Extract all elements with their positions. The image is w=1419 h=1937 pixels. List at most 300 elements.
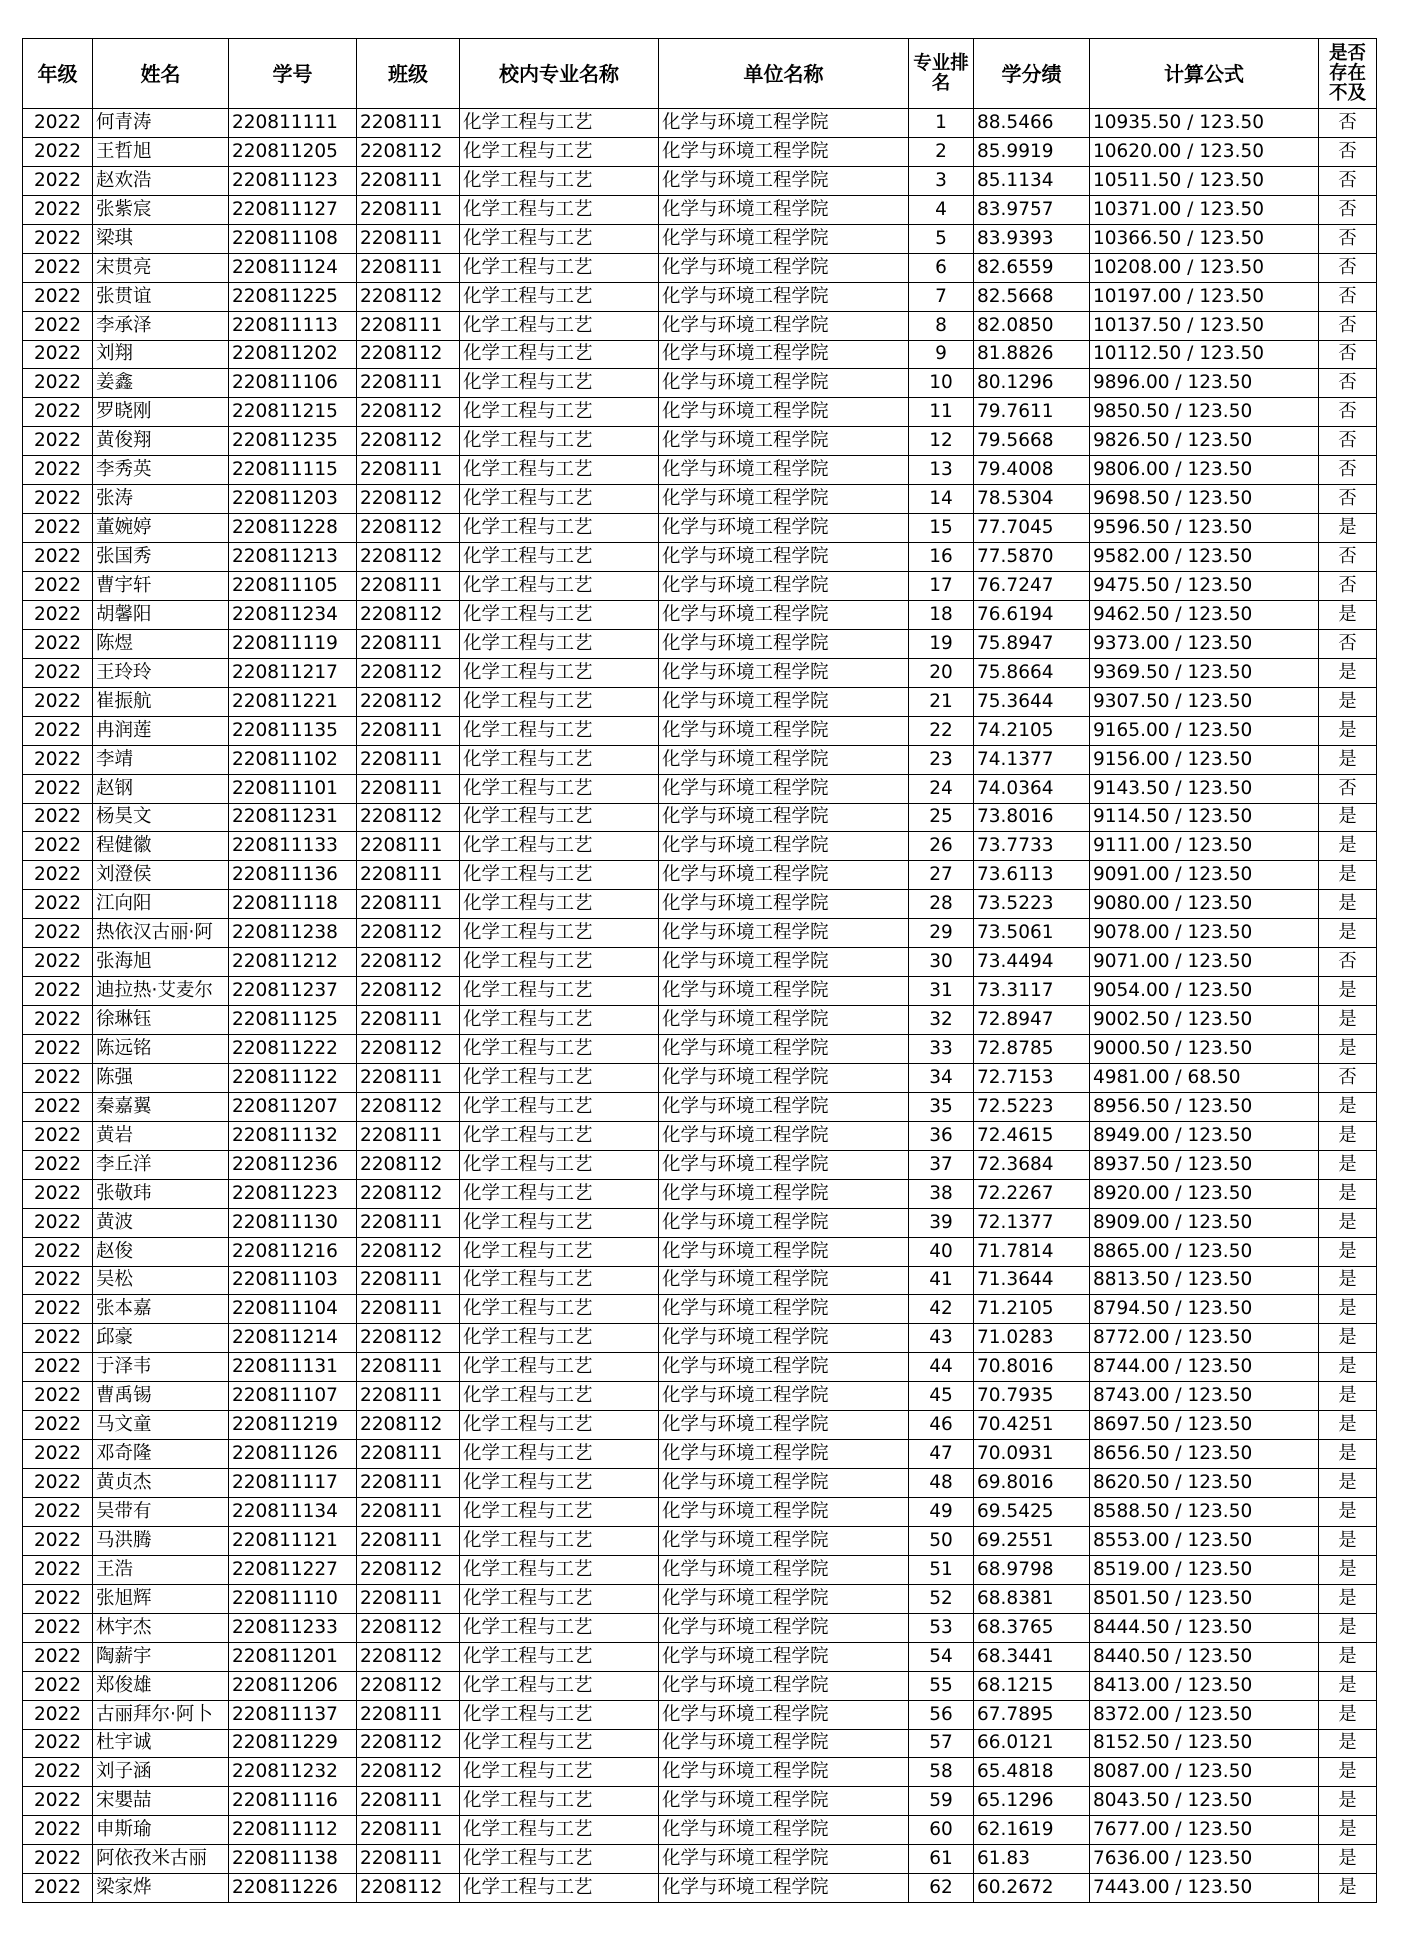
cell-class: 2208112 <box>357 687 460 716</box>
cell-name: 梁家烨 <box>93 1874 229 1903</box>
cell-class: 2208111 <box>357 1700 460 1729</box>
cell-failed-flag: 是 <box>1319 1729 1377 1758</box>
cell-rank: 54 <box>909 1642 974 1671</box>
cell-formula: 8588.50 / 123.50 <box>1090 1498 1319 1527</box>
cell-rank: 27 <box>909 861 974 890</box>
table-row <box>23 687 1377 716</box>
cell-formula: 9596.50 / 123.50 <box>1090 514 1319 543</box>
cell-student-id: 220811119 <box>229 629 357 658</box>
cell-student-id: 220811101 <box>229 774 357 803</box>
cell-student-id: 220811115 <box>229 456 357 485</box>
cell-student-id: 220811213 <box>229 543 357 572</box>
cell-failed-flag: 是 <box>1319 687 1377 716</box>
header-formula: 计算公式 <box>1090 39 1319 109</box>
cell-name: 董婉婷 <box>93 514 229 543</box>
cell-formula: 8956.50 / 123.50 <box>1090 1092 1319 1121</box>
cell-failed-flag: 是 <box>1319 1787 1377 1816</box>
cell-grade: 2022 <box>23 1729 93 1758</box>
cell-formula: 8865.00 / 123.50 <box>1090 1237 1319 1266</box>
cell-gpa: 74.2105 <box>974 716 1090 745</box>
cell-gpa: 76.6194 <box>974 600 1090 629</box>
cell-major: 化学工程与工艺 <box>460 1006 659 1035</box>
cell-gpa: 70.8016 <box>974 1353 1090 1382</box>
cell-failed-flag: 否 <box>1319 774 1377 803</box>
cell-class: 2208112 <box>357 1179 460 1208</box>
cell-rank: 8 <box>909 311 974 340</box>
cell-student-id: 220811116 <box>229 1787 357 1816</box>
cell-gpa: 81.8826 <box>974 340 1090 369</box>
cell-formula: 10371.00 / 123.50 <box>1090 195 1319 224</box>
cell-grade: 2022 <box>23 543 93 572</box>
cell-formula: 8152.50 / 123.50 <box>1090 1729 1319 1758</box>
cell-name: 罗晓刚 <box>93 398 229 427</box>
table-row <box>23 774 1377 803</box>
cell-department: 化学与环境工程学院 <box>659 1613 909 1642</box>
cell-grade: 2022 <box>23 716 93 745</box>
cell-student-id: 220811219 <box>229 1411 357 1440</box>
cell-department: 化学与环境工程学院 <box>659 1845 909 1874</box>
cell-formula: 8620.50 / 123.50 <box>1090 1469 1319 1498</box>
cell-gpa: 79.4008 <box>974 456 1090 485</box>
cell-major: 化学工程与工艺 <box>460 1613 659 1642</box>
cell-gpa: 76.7247 <box>974 572 1090 601</box>
table-row <box>23 340 1377 369</box>
cell-gpa: 69.5425 <box>974 1498 1090 1527</box>
cell-name: 林宇杰 <box>93 1613 229 1642</box>
cell-rank: 62 <box>909 1874 974 1903</box>
cell-failed-flag: 否 <box>1319 109 1377 138</box>
cell-student-id: 220811217 <box>229 658 357 687</box>
cell-major: 化学工程与工艺 <box>460 1642 659 1671</box>
cell-name: 李承泽 <box>93 311 229 340</box>
cell-grade: 2022 <box>23 1555 93 1584</box>
cell-rank: 12 <box>909 427 974 456</box>
table-row <box>23 919 1377 948</box>
cell-gpa: 75.8947 <box>974 629 1090 658</box>
cell-major: 化学工程与工艺 <box>460 1063 659 1092</box>
cell-class: 2208112 <box>357 1237 460 1266</box>
cell-formula: 8909.00 / 123.50 <box>1090 1208 1319 1237</box>
cell-major: 化学工程与工艺 <box>460 948 659 977</box>
cell-student-id: 220811203 <box>229 485 357 514</box>
cell-formula: 9165.00 / 123.50 <box>1090 716 1319 745</box>
cell-department: 化学与环境工程学院 <box>659 311 909 340</box>
cell-major: 化学工程与工艺 <box>460 369 659 398</box>
cell-grade: 2022 <box>23 1816 93 1845</box>
cell-name: 何青涛 <box>93 109 229 138</box>
cell-rank: 52 <box>909 1584 974 1613</box>
cell-class: 2208112 <box>357 948 460 977</box>
cell-student-id: 220811137 <box>229 1700 357 1729</box>
table-row <box>23 1526 1377 1555</box>
cell-student-id: 220811130 <box>229 1208 357 1237</box>
cell-gpa: 67.7895 <box>974 1700 1090 1729</box>
cell-major: 化学工程与工艺 <box>460 485 659 514</box>
table-row <box>23 1758 1377 1787</box>
cell-formula: 9002.50 / 123.50 <box>1090 1006 1319 1035</box>
cell-gpa: 82.6559 <box>974 253 1090 282</box>
cell-failed-flag: 否 <box>1319 1063 1377 1092</box>
cell-major: 化学工程与工艺 <box>460 1874 659 1903</box>
table-row <box>23 109 1377 138</box>
cell-class: 2208111 <box>357 1787 460 1816</box>
table-row <box>23 948 1377 977</box>
header-major: 校内专业名称 <box>460 39 659 109</box>
cell-major: 化学工程与工艺 <box>460 861 659 890</box>
cell-major: 化学工程与工艺 <box>460 774 659 803</box>
cell-department: 化学与环境工程学院 <box>659 166 909 195</box>
cell-gpa: 71.0283 <box>974 1324 1090 1353</box>
table-row <box>23 514 1377 543</box>
cell-class: 2208112 <box>357 1758 460 1787</box>
cell-student-id: 220811104 <box>229 1295 357 1324</box>
cell-failed-flag: 是 <box>1319 1237 1377 1266</box>
header-grade: 年级 <box>23 39 93 109</box>
cell-class: 2208111 <box>357 109 460 138</box>
cell-department: 化学与环境工程学院 <box>659 1006 909 1035</box>
cell-name: 黄岩 <box>93 1121 229 1150</box>
cell-grade: 2022 <box>23 1671 93 1700</box>
cell-student-id: 220811227 <box>229 1555 357 1584</box>
table-row <box>23 890 1377 919</box>
cell-name: 申斯瑜 <box>93 1816 229 1845</box>
cell-name: 梁琪 <box>93 224 229 253</box>
cell-gpa: 85.1134 <box>974 166 1090 195</box>
cell-department: 化学与环境工程学院 <box>659 1179 909 1208</box>
cell-major: 化学工程与工艺 <box>460 1179 659 1208</box>
cell-name: 张紫宸 <box>93 195 229 224</box>
cell-department: 化学与环境工程学院 <box>659 774 909 803</box>
table-row <box>23 456 1377 485</box>
cell-rank: 13 <box>909 456 974 485</box>
cell-name: 阿依孜米古丽 <box>93 1845 229 1874</box>
cell-formula: 10137.50 / 123.50 <box>1090 311 1319 340</box>
cell-failed-flag: 是 <box>1319 832 1377 861</box>
cell-rank: 32 <box>909 1006 974 1035</box>
cell-formula: 8413.00 / 123.50 <box>1090 1671 1319 1700</box>
cell-student-id: 220811124 <box>229 253 357 282</box>
cell-major: 化学工程与工艺 <box>460 629 659 658</box>
cell-class: 2208112 <box>357 1035 460 1064</box>
cell-name: 姜鑫 <box>93 369 229 398</box>
cell-major: 化学工程与工艺 <box>460 1353 659 1382</box>
cell-department: 化学与环境工程学院 <box>659 1295 909 1324</box>
cell-name: 迪拉热·艾麦尔 <box>93 977 229 1006</box>
cell-major: 化学工程与工艺 <box>460 1121 659 1150</box>
cell-grade: 2022 <box>23 803 93 832</box>
cell-rank: 31 <box>909 977 974 1006</box>
cell-major: 化学工程与工艺 <box>460 1266 659 1295</box>
cell-name: 李秀英 <box>93 456 229 485</box>
cell-grade: 2022 <box>23 166 93 195</box>
cell-formula: 9373.00 / 123.50 <box>1090 629 1319 658</box>
cell-class: 2208111 <box>357 311 460 340</box>
cell-department: 化学与环境工程学院 <box>659 1526 909 1555</box>
cell-gpa: 72.4615 <box>974 1121 1090 1150</box>
cell-failed-flag: 否 <box>1319 137 1377 166</box>
cell-grade: 2022 <box>23 1324 93 1353</box>
cell-grade: 2022 <box>23 456 93 485</box>
cell-gpa: 65.4818 <box>974 1758 1090 1787</box>
cell-grade: 2022 <box>23 1208 93 1237</box>
cell-rank: 10 <box>909 369 974 398</box>
cell-gpa: 73.5223 <box>974 890 1090 919</box>
cell-gpa: 82.5668 <box>974 282 1090 311</box>
cell-student-id: 220811105 <box>229 572 357 601</box>
cell-department: 化学与环境工程学院 <box>659 1671 909 1700</box>
cell-rank: 3 <box>909 166 974 195</box>
table-row <box>23 1295 1377 1324</box>
cell-gpa: 62.1619 <box>974 1816 1090 1845</box>
cell-failed-flag: 是 <box>1319 803 1377 832</box>
table-row <box>23 716 1377 745</box>
cell-student-id: 220811235 <box>229 427 357 456</box>
cell-class: 2208111 <box>357 716 460 745</box>
cell-department: 化学与环境工程学院 <box>659 514 909 543</box>
cell-rank: 39 <box>909 1208 974 1237</box>
cell-department: 化学与环境工程学院 <box>659 427 909 456</box>
cell-formula: 9475.50 / 123.50 <box>1090 572 1319 601</box>
cell-student-id: 220811122 <box>229 1063 357 1092</box>
cell-name: 张旭辉 <box>93 1584 229 1613</box>
cell-student-id: 220811236 <box>229 1150 357 1179</box>
cell-rank: 1 <box>909 109 974 138</box>
cell-name: 张敬玮 <box>93 1179 229 1208</box>
cell-rank: 24 <box>909 774 974 803</box>
cell-failed-flag: 否 <box>1319 224 1377 253</box>
table-row <box>23 1035 1377 1064</box>
cell-gpa: 72.5223 <box>974 1092 1090 1121</box>
cell-failed-flag: 否 <box>1319 543 1377 572</box>
cell-class: 2208112 <box>357 1324 460 1353</box>
cell-gpa: 85.9919 <box>974 137 1090 166</box>
cell-gpa: 68.3765 <box>974 1613 1090 1642</box>
cell-gpa: 77.7045 <box>974 514 1090 543</box>
table-row <box>23 977 1377 1006</box>
cell-department: 化学与环境工程学院 <box>659 1266 909 1295</box>
cell-major: 化学工程与工艺 <box>460 1729 659 1758</box>
cell-rank: 30 <box>909 948 974 977</box>
cell-gpa: 72.2267 <box>974 1179 1090 1208</box>
cell-rank: 9 <box>909 340 974 369</box>
table-row <box>23 1411 1377 1440</box>
cell-rank: 38 <box>909 1179 974 1208</box>
cell-gpa: 75.3644 <box>974 687 1090 716</box>
cell-failed-flag: 是 <box>1319 1324 1377 1353</box>
cell-grade: 2022 <box>23 977 93 1006</box>
cell-grade: 2022 <box>23 629 93 658</box>
cell-name: 刘翔 <box>93 340 229 369</box>
cell-grade: 2022 <box>23 1266 93 1295</box>
cell-failed-flag: 是 <box>1319 1382 1377 1411</box>
cell-class: 2208112 <box>357 340 460 369</box>
cell-department: 化学与环境工程学院 <box>659 1584 909 1613</box>
cell-class: 2208111 <box>357 1063 460 1092</box>
cell-department: 化学与环境工程学院 <box>659 1642 909 1671</box>
cell-class: 2208111 <box>357 1526 460 1555</box>
cell-formula: 8043.50 / 123.50 <box>1090 1787 1319 1816</box>
cell-department: 化学与环境工程学院 <box>659 1700 909 1729</box>
cell-formula: 7443.00 / 123.50 <box>1090 1874 1319 1903</box>
cell-class: 2208111 <box>357 890 460 919</box>
cell-grade: 2022 <box>23 398 93 427</box>
cell-student-id: 220811206 <box>229 1671 357 1700</box>
cell-gpa: 77.5870 <box>974 543 1090 572</box>
cell-grade: 2022 <box>23 861 93 890</box>
cell-failed-flag: 是 <box>1319 977 1377 1006</box>
cell-student-id: 220811106 <box>229 369 357 398</box>
table-row <box>23 1440 1377 1469</box>
cell-grade: 2022 <box>23 1150 93 1179</box>
cell-class: 2208112 <box>357 1874 460 1903</box>
cell-rank: 61 <box>909 1845 974 1874</box>
cell-department: 化学与环境工程学院 <box>659 398 909 427</box>
cell-major: 化学工程与工艺 <box>460 600 659 629</box>
cell-department: 化学与环境工程学院 <box>659 485 909 514</box>
cell-department: 化学与环境工程学院 <box>659 282 909 311</box>
cell-student-id: 220811135 <box>229 716 357 745</box>
cell-formula: 9698.50 / 123.50 <box>1090 485 1319 514</box>
cell-class: 2208112 <box>357 1729 460 1758</box>
cell-major: 化学工程与工艺 <box>460 1150 659 1179</box>
cell-formula: 8501.50 / 123.50 <box>1090 1584 1319 1613</box>
table-row <box>23 224 1377 253</box>
cell-failed-flag: 是 <box>1319 1208 1377 1237</box>
cell-department: 化学与环境工程学院 <box>659 832 909 861</box>
cell-class: 2208112 <box>357 282 460 311</box>
cell-department: 化学与环境工程学院 <box>659 1758 909 1787</box>
cell-name: 吴带有 <box>93 1498 229 1527</box>
cell-student-id: 220811215 <box>229 398 357 427</box>
cell-gpa: 68.8381 <box>974 1584 1090 1613</box>
cell-grade: 2022 <box>23 311 93 340</box>
cell-grade: 2022 <box>23 774 93 803</box>
cell-major: 化学工程与工艺 <box>460 1555 659 1584</box>
cell-student-id: 220811113 <box>229 311 357 340</box>
cell-class: 2208112 <box>357 427 460 456</box>
cell-class: 2208111 <box>357 1295 460 1324</box>
cell-grade: 2022 <box>23 109 93 138</box>
cell-rank: 41 <box>909 1266 974 1295</box>
cell-name: 黄俊翔 <box>93 427 229 456</box>
cell-failed-flag: 否 <box>1319 340 1377 369</box>
cell-class: 2208111 <box>357 1353 460 1382</box>
cell-failed-flag: 是 <box>1319 1092 1377 1121</box>
cell-rank: 42 <box>909 1295 974 1324</box>
cell-rank: 19 <box>909 629 974 658</box>
cell-class: 2208112 <box>357 803 460 832</box>
cell-major: 化学工程与工艺 <box>460 1411 659 1440</box>
cell-student-id: 220811221 <box>229 687 357 716</box>
cell-name: 王玲玲 <box>93 658 229 687</box>
table-row <box>23 1787 1377 1816</box>
cell-class: 2208111 <box>357 629 460 658</box>
cell-grade: 2022 <box>23 1758 93 1787</box>
cell-rank: 18 <box>909 600 974 629</box>
table-row <box>23 1179 1377 1208</box>
cell-department: 化学与环境工程学院 <box>659 1498 909 1527</box>
cell-name: 张海旭 <box>93 948 229 977</box>
cell-failed-flag: 是 <box>1319 890 1377 919</box>
cell-formula: 8744.00 / 123.50 <box>1090 1353 1319 1382</box>
cell-major: 化学工程与工艺 <box>460 543 659 572</box>
cell-failed-flag: 是 <box>1319 1121 1377 1150</box>
cell-name: 宋嬰喆 <box>93 1787 229 1816</box>
table-row <box>23 1845 1377 1874</box>
cell-major: 化学工程与工艺 <box>460 311 659 340</box>
cell-formula: 9054.00 / 123.50 <box>1090 977 1319 1006</box>
cell-major: 化学工程与工艺 <box>460 1584 659 1613</box>
cell-failed-flag: 否 <box>1319 485 1377 514</box>
cell-name: 赵俊 <box>93 1237 229 1266</box>
cell-failed-flag: 是 <box>1319 1671 1377 1700</box>
cell-major: 化学工程与工艺 <box>460 1526 659 1555</box>
cell-formula: 9080.00 / 123.50 <box>1090 890 1319 919</box>
cell-formula: 4981.00 / 68.50 <box>1090 1063 1319 1092</box>
cell-class: 2208111 <box>357 166 460 195</box>
cell-formula: 9826.50 / 123.50 <box>1090 427 1319 456</box>
cell-class: 2208112 <box>357 1642 460 1671</box>
cell-rank: 59 <box>909 1787 974 1816</box>
cell-name: 张国秀 <box>93 543 229 572</box>
cell-gpa: 73.3117 <box>974 977 1090 1006</box>
cell-formula: 9307.50 / 123.50 <box>1090 687 1319 716</box>
cell-class: 2208111 <box>357 224 460 253</box>
cell-name: 陈煜 <box>93 629 229 658</box>
header-failed-flag: 是否存在不及 <box>1319 39 1377 109</box>
cell-class: 2208112 <box>357 137 460 166</box>
cell-student-id: 220811225 <box>229 282 357 311</box>
cell-rank: 25 <box>909 803 974 832</box>
cell-grade: 2022 <box>23 195 93 224</box>
cell-failed-flag: 是 <box>1319 1469 1377 1498</box>
cell-class: 2208112 <box>357 658 460 687</box>
table-row <box>23 1498 1377 1527</box>
cell-failed-flag: 是 <box>1319 1035 1377 1064</box>
cell-major: 化学工程与工艺 <box>460 224 659 253</box>
cell-failed-flag: 是 <box>1319 1816 1377 1845</box>
cell-major: 化学工程与工艺 <box>460 1440 659 1469</box>
cell-class: 2208111 <box>357 1816 460 1845</box>
cell-gpa: 65.1296 <box>974 1787 1090 1816</box>
cell-major: 化学工程与工艺 <box>460 572 659 601</box>
cell-gpa: 74.0364 <box>974 774 1090 803</box>
cell-grade: 2022 <box>23 1613 93 1642</box>
cell-student-id: 220811134 <box>229 1498 357 1527</box>
cell-rank: 15 <box>909 514 974 543</box>
table-row <box>23 195 1377 224</box>
cell-formula: 8372.00 / 123.50 <box>1090 1700 1319 1729</box>
cell-class: 2208112 <box>357 514 460 543</box>
cell-rank: 34 <box>909 1063 974 1092</box>
cell-name: 古丽拜尔·阿卜 <box>93 1700 229 1729</box>
cell-gpa: 72.8947 <box>974 1006 1090 1035</box>
cell-major: 化学工程与工艺 <box>460 398 659 427</box>
cell-rank: 51 <box>909 1555 974 1584</box>
cell-name: 黄贞杰 <box>93 1469 229 1498</box>
cell-class: 2208112 <box>357 1671 460 1700</box>
cell-rank: 37 <box>909 1150 974 1179</box>
cell-grade: 2022 <box>23 1295 93 1324</box>
cell-gpa: 70.0931 <box>974 1440 1090 1469</box>
cell-student-id: 220811123 <box>229 166 357 195</box>
table-row <box>23 137 1377 166</box>
cell-name: 马文童 <box>93 1411 229 1440</box>
cell-rank: 36 <box>909 1121 974 1150</box>
cell-name: 曹宇轩 <box>93 572 229 601</box>
cell-class: 2208111 <box>357 1208 460 1237</box>
cell-major: 化学工程与工艺 <box>460 687 659 716</box>
